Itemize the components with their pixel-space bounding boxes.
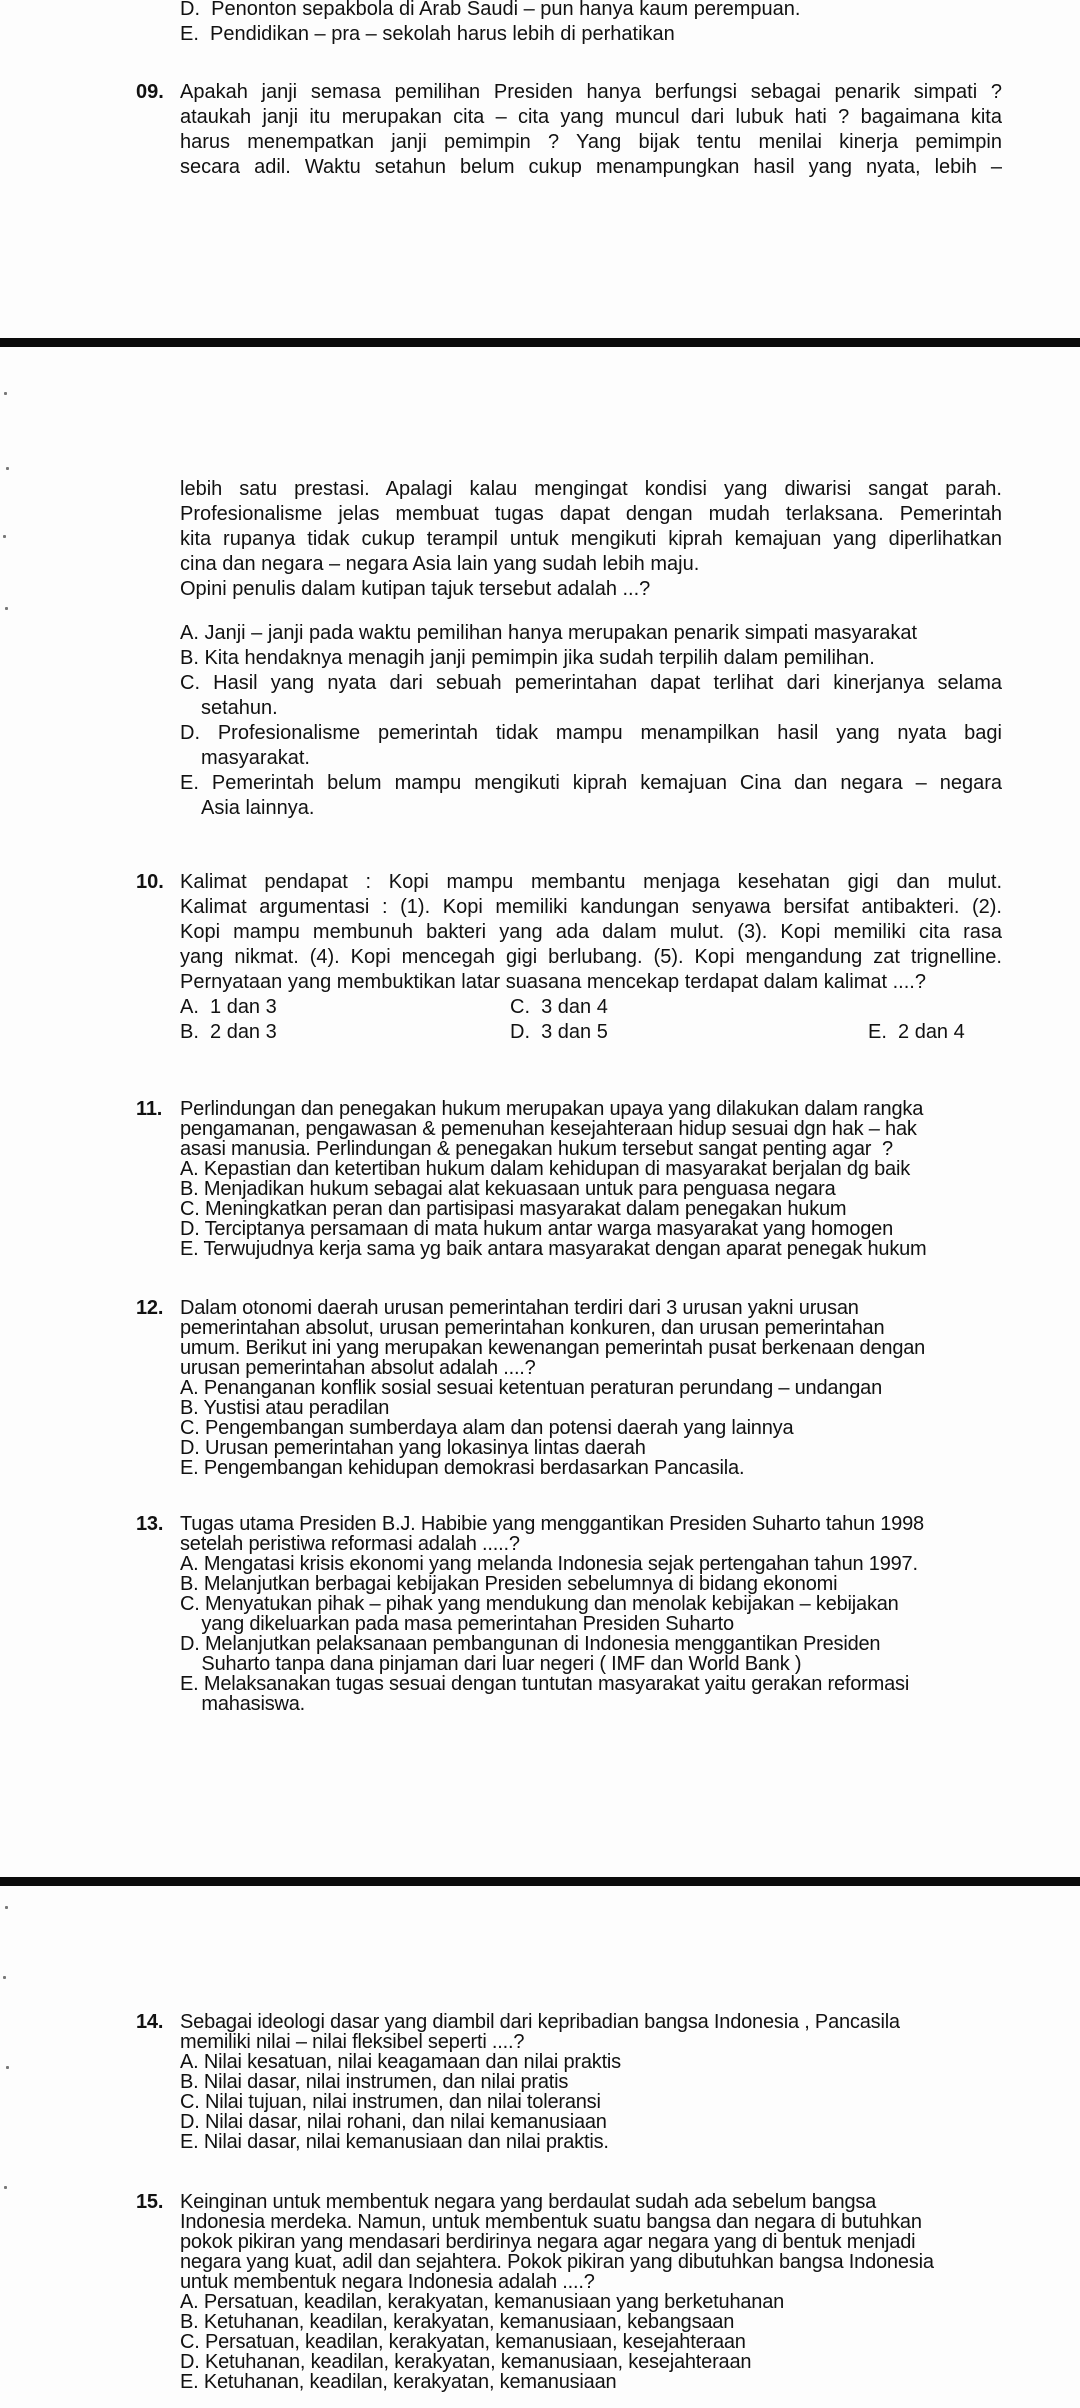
q14-line-1: Sebagai ideologi dasar yang diambil dari kepribadian bangsa Indonesia , Pancasila xyxy=(180,2011,900,2033)
q11-option-d: D. Terciptanya persamaan di mata hukum antar warga masyarakat yang homogen xyxy=(180,1218,893,1240)
question-number-11: 11. xyxy=(136,1098,163,1120)
q12-option-c: C. Pengembangan sumberdaya alam dan potensi daerah yang lainnya xyxy=(180,1417,794,1439)
q09-cont-1: lebih satu prestasi. Apalagi kalau mengingat kondisi yang diwarisi sangat parah. xyxy=(180,478,1002,500)
q11-option-b: B. Menjadikan hukum sebagai alat kekuasaan untuk para penguasa negara xyxy=(180,1178,836,1200)
question-number-10: 10. xyxy=(136,871,164,893)
scan-speck xyxy=(5,607,8,610)
q09-option-d: D. Profesionalisme pemerintah tidak mampu menampilkan hasil yang nyata bagi xyxy=(180,722,1002,744)
q12-line-3: umum. Berikut ini yang merupakan kewenangan pemerintah pusat berkenaan dengan xyxy=(180,1337,926,1359)
q13-option-b: B. Melanjutkan berbagai kebijakan Presiden sebelumnya di bidang ekonomi xyxy=(180,1573,838,1595)
q13-option-e-cont: mahasiswa. xyxy=(180,1693,306,1715)
q13-option-c-cont: yang dikeluarkan pada masa pemerintahan Presiden Suharto xyxy=(180,1613,734,1635)
q10-line-3: Kopi mampu membunuh bakteri yang ada dalam mulut. (3). Kopi memiliki cita rasa xyxy=(180,921,1002,943)
question-number-12: 12. xyxy=(136,1297,164,1319)
q15-line-3: pokok pikiran yang mendasari berdirinya negara agar negara yang di bentuk menjadi xyxy=(180,2231,916,2253)
scan-speck xyxy=(3,1976,6,1979)
q10-question: Pernyataan yang membuktikan latar suasana mencekap terdapat dalam kalimat ....? xyxy=(180,971,926,993)
q12-option-e: E. Pengembangan kehidupan demokrasi berdasarkan Pancasila. xyxy=(180,1457,745,1479)
scan-speck xyxy=(6,467,9,470)
q09-cont-2: Profesionalisme jelas membuat tugas dapat dengan mudah terlaksana. Pemerintah xyxy=(180,503,1002,525)
q09-cont-4: cina dan negara – negara Asia lain yang sudah lebih maju. xyxy=(180,553,700,575)
q10-line-2: Kalimat argumentasi : (1). Kopi memiliki kandungan senyawa bersifat antibakteri. (2). xyxy=(180,896,1002,918)
q12-option-d: D. Urusan pemerintahan yang lokasinya lintas daerah xyxy=(180,1437,646,1459)
q09-option-b: B. Kita hendaknya menagih janji pemimpin jika sudah terpilih dalam pemilihan. xyxy=(180,647,875,669)
q10-option-c: C. 3 dan 4 xyxy=(510,996,608,1018)
q09-option-e: E. Pemerintah belum mampu mengikuti kiprah kemajuan Cina dan negara – negara xyxy=(180,772,1002,794)
q13-option-c: C. Menyatukan pihak – pihak yang mendukung dan menolak kebijakan – kebijakan xyxy=(180,1593,899,1615)
q09-option-e-cont: Asia lainnya. xyxy=(201,797,315,819)
q13-line-1: Tugas utama Presiden B.J. Habibie yang menggantikan Presiden Suharto tahun 1998 xyxy=(180,1513,924,1535)
q12-option-a: A. Penanganan konflik sosial sesuai ketentuan peraturan perundang – undangan xyxy=(180,1377,883,1399)
q09-option-a: A. Janji – janji pada waktu pemilihan hanya merupakan penarik simpati masyarakat xyxy=(180,622,918,644)
q12-line-2: pemerintahan absolut, urusan pemerintahan konkuren, dan urusan pemerintahan xyxy=(180,1317,885,1339)
q12-option-b: B. Yustisi atau peradilan xyxy=(180,1397,390,1419)
scan-speck xyxy=(4,2186,7,2189)
q11-line-1: Perlindungan dan penegakan hukum merupakan upaya yang dilakukan dalam rangka xyxy=(180,1098,924,1120)
q15-option-a: A. Persatuan, keadilan, kerakyatan, kemanusiaan yang berketuhanan xyxy=(180,2291,785,2313)
q10-line-4: yang nikmat. (4). Kopi mencegah gigi berlubang. (5). Kopi mengandung zat trignelline. xyxy=(180,946,1002,968)
question-number-14: 14. xyxy=(136,2011,164,2033)
q09-option-c-cont: setahun. xyxy=(201,697,278,719)
q15-line-5: untuk membentuk negara Indonesia adalah ....? xyxy=(180,2271,595,2293)
q15-option-d: D. Ketuhanan, keadilan, kerakyatan, kemanusiaan, kesejahteraan xyxy=(180,2351,752,2373)
q14-option-c: C. Nilai tujuan, nilai instrumen, dan nilai toleransi xyxy=(180,2091,601,2113)
q11-line-2: pengamanan, pengawasan & pemenuhan kesejahteraan hidup sesuai dgn hak – hak xyxy=(180,1118,917,1140)
q09-question: Opini penulis dalam kutipan tajuk tersebut adalah ...? xyxy=(180,578,651,600)
q12-line-1: Dalam otonomi daerah urusan pemerintahan terdiri dari 3 urusan yakni urusan xyxy=(180,1297,859,1319)
scan-speck xyxy=(5,1906,8,1909)
q14-option-a: A. Nilai kesatuan, nilai keagamaan dan nilai praktis xyxy=(180,2051,621,2073)
scan-speck xyxy=(6,2066,9,2069)
q11-option-e: E. Terwujudnya kerja sama yg baik antara masyarakat dengan aparat penegak hukum xyxy=(180,1238,927,1260)
question-number-15: 15. xyxy=(136,2191,164,2213)
page-divider-2 xyxy=(0,1877,1080,1886)
q09-option-d-cont: masyarakat. xyxy=(201,747,310,769)
q10-option-a: A. 1 dan 3 xyxy=(180,996,277,1018)
q11-option-a: A. Kepastian dan ketertiban hukum dalam kehidupan di masyarakat berjalan dg baik xyxy=(180,1158,911,1180)
q09-cont-3: kita rupanya tidak cukup terampil untuk mengikuti kiprah kemajuan yang diperlihatkan xyxy=(180,528,1002,550)
q10-option-b: B. 2 dan 3 xyxy=(180,1021,277,1043)
q12-line-4: urusan pemerintahan absolut adalah ....? xyxy=(180,1357,536,1379)
page-segment-1 xyxy=(0,0,1080,338)
q14-option-b: B. Nilai dasar, nilai instrumen, dan nilai pratis xyxy=(180,2071,569,2093)
q15-line-4: negara yang kuat, adil dan sejahtera. Pokok pikiran yang dibutuhkan bangsa Indonesia xyxy=(180,2251,934,2273)
scan-speck xyxy=(3,535,6,538)
q13-line-2: setelah peristiwa reformasi adalah .....? xyxy=(180,1533,520,1555)
q10-line-1: Kalimat pendapat : Kopi mampu membantu menjaga kesehatan gigi dan mulut. xyxy=(180,871,1002,893)
q13-option-e: E. Melaksanakan tugas sesuai dengan tuntutan masyarakat yaitu gerakan reformasi xyxy=(180,1673,910,1695)
question-number-09: 09. xyxy=(136,81,164,103)
q09-line-2: ataukah janji itu merupakan cita – cita yang muncul dari lubuk hati ? bagaimana kita xyxy=(180,106,1002,128)
page-divider-1 xyxy=(0,338,1080,347)
q10-option-e: E. 2 dan 4 xyxy=(868,1021,965,1043)
q10-option-d: D. 3 dan 5 xyxy=(510,1021,608,1043)
q15-option-b: B. Ketuhanan, keadilan, kerakyatan, kemanusiaan, kebangsaan xyxy=(180,2311,735,2333)
q11-option-c: C. Meningkatkan peran dan partisipasi masyarakat dalam penegakan hukum xyxy=(180,1198,847,1220)
q15-option-c: C. Persatuan, keadilan, kerakyatan, kemanusiaan, kesejahteraan xyxy=(180,2331,746,2353)
q13-option-a: A. Mengatasi krisis ekonomi yang melanda Indonesia sejak pertengahan tahun 1997. xyxy=(180,1553,918,1575)
q11-line-3: asasi manusia. Perlindungan & penegakan hukum tersebut sangat penting agar ? xyxy=(180,1138,893,1160)
prev-option-e: E. Pendidikan – pra – sekolah harus lebih di perhatikan xyxy=(180,23,675,45)
q15-line-2: Indonesia merdeka. Namun, untuk membentuk suatu bangsa dan negara di butuhkan xyxy=(180,2211,922,2233)
scan-speck xyxy=(4,392,7,395)
q15-line-1: Keinginan untuk membentuk negara yang berdaulat sudah ada sebelum bangsa xyxy=(180,2191,877,2213)
prev-option-d: D. Penonton sepakbola di Arab Saudi – pun hanya kaum perempuan. xyxy=(180,0,801,20)
q14-option-e: E. Nilai dasar, nilai kemanusiaan dan nilai praktis. xyxy=(180,2131,609,2153)
q09-line-1: Apakah janji semasa pemilihan Presiden hanya berfungsi sebagai penarik simpati ? xyxy=(180,81,1002,103)
q14-option-d: D. Nilai dasar, nilai rohani, dan nilai kemanusiaan xyxy=(180,2111,607,2133)
q09-line-3: harus menempatkan janji pemimpin ? Yang bijak tentu menilai kinerja pemimpin xyxy=(180,131,1002,153)
q15-option-e: E. Ketuhanan, keadilan, kerakyatan, kemanusiaan xyxy=(180,2371,617,2393)
q13-option-d: D. Melanjutkan pelaksanaan pembangunan di Indonesia menggantikan Presiden xyxy=(180,1633,881,1655)
question-number-13: 13. xyxy=(136,1513,164,1535)
q09-option-c: C. Hasil yang nyata dari sebuah pemerintahan dapat terlihat dari kinerjanya selama xyxy=(180,672,1002,694)
q09-line-4: secara adil. Waktu setahun belum cukup menampungkan hasil yang nyata, lebih – xyxy=(180,156,1002,178)
q14-line-2: memiliki nilai – nilai fleksibel seperti ....? xyxy=(180,2031,525,2053)
q13-option-d-cont: Suharto tanpa dana pinjaman dari luar negeri ( IMF dan World Bank ) xyxy=(180,1653,802,1675)
